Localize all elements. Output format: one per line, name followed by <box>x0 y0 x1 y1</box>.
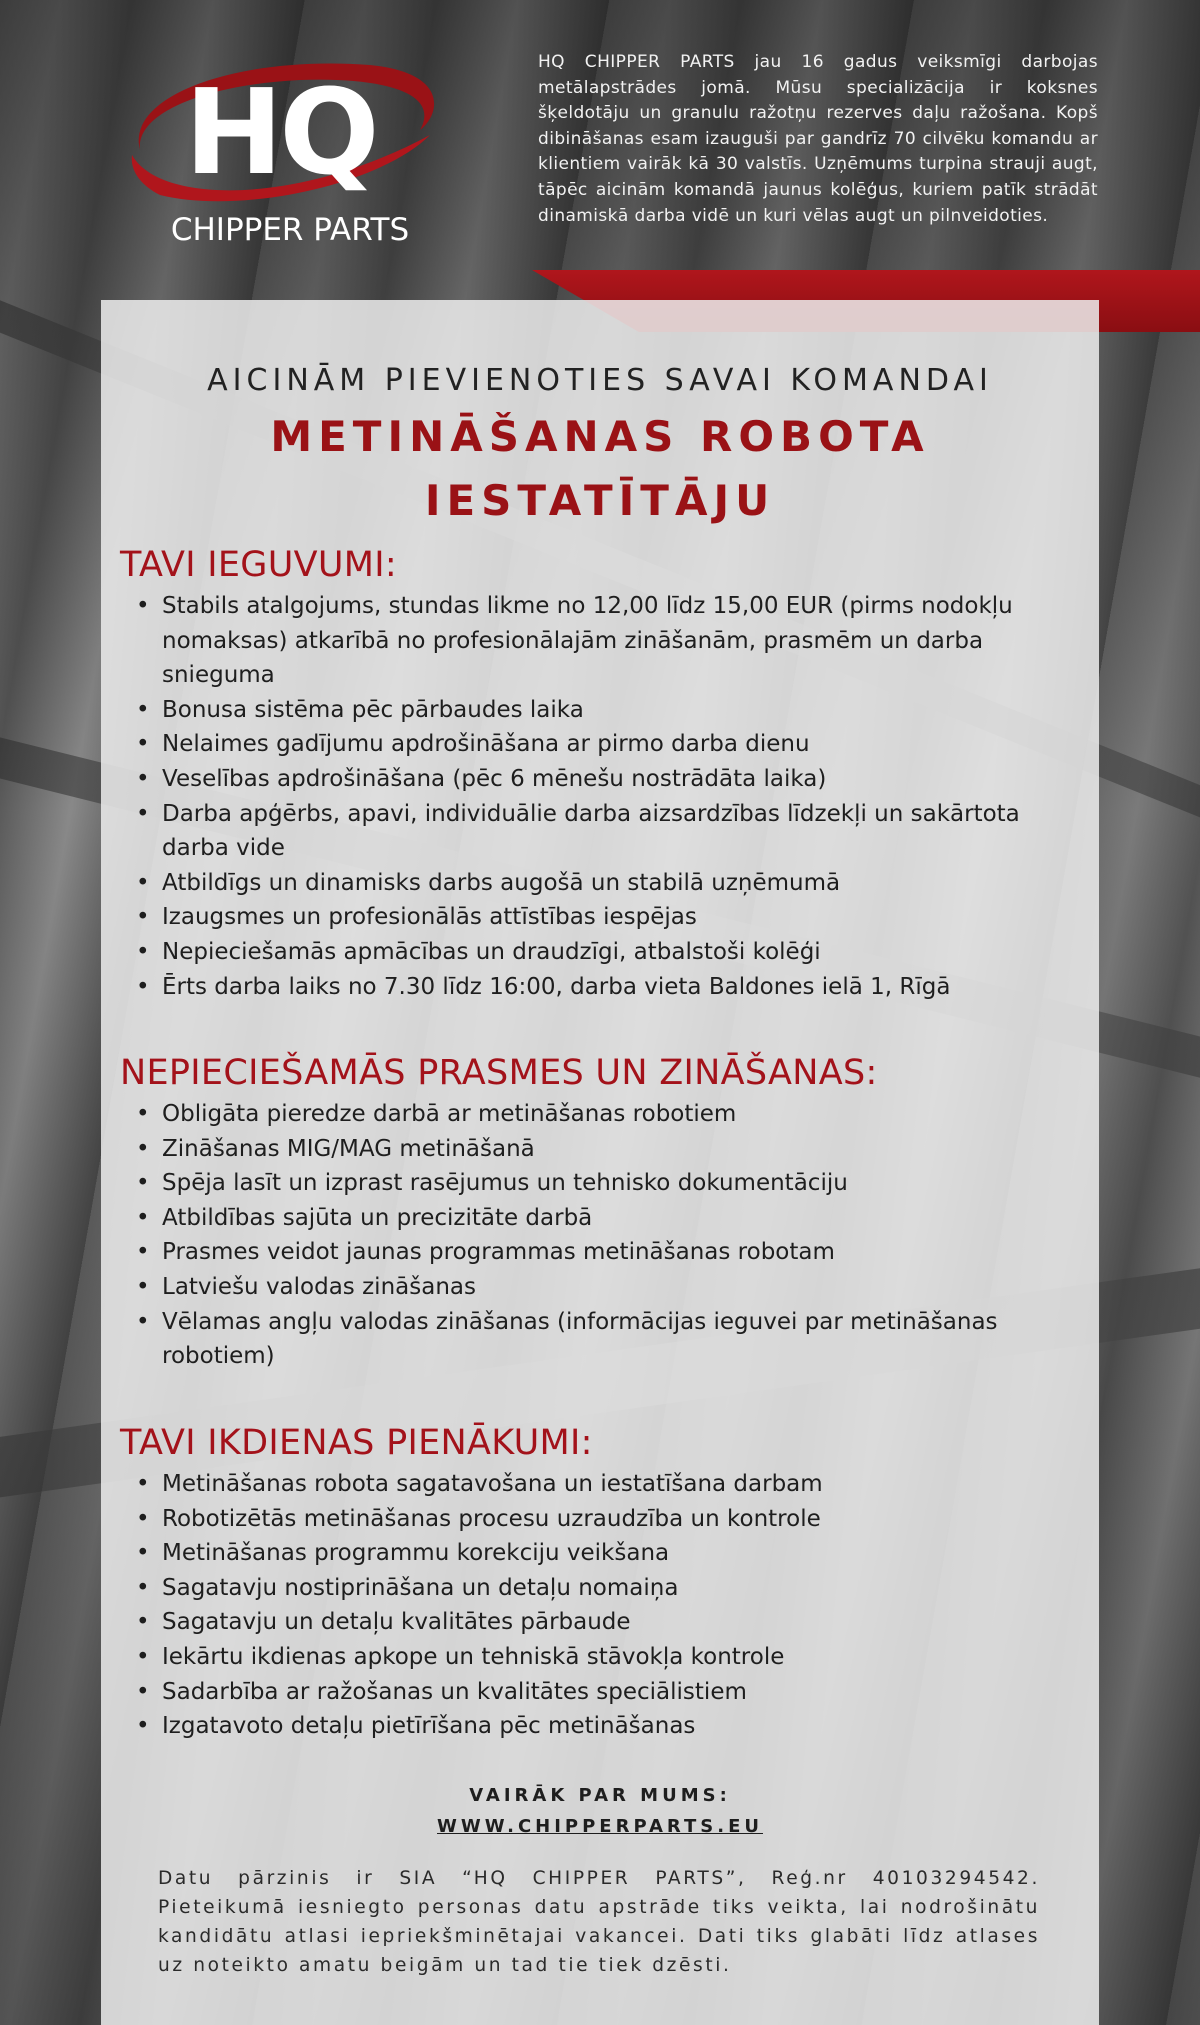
list-item: • Nelaimes gadījumu apdrošināšana ar pirmo darba dienu <box>162 727 1080 762</box>
list-item: • Iekārtu ikdienas apkope un tehniskā stāvokļa kontrole <box>162 1640 1080 1675</box>
list-item: • Robotizētās metināšanas procesu uzraudzība un kontrole <box>162 1502 1080 1537</box>
list-item: • Bonusa sistēma pēc pārbaudes laika <box>162 693 1080 728</box>
list-item: • Sagatavju nostiprināšana un detaļu nomaiņa <box>162 1571 1080 1606</box>
section-title: TAVI IKDIENAS PIENĀKUMI: <box>120 1423 593 1463</box>
list-item: • Sagatavju un detaļu kvalitātes pārbaude <box>162 1605 1080 1640</box>
list-item: • Veselības apdrošināšana (pēc 6 mēnešu nostrādāta laika) <box>162 762 1080 797</box>
skills-list <box>120 1097 1080 1374</box>
list-item: • Zināšanas MIG/MAG metināšanā <box>162 1132 1080 1167</box>
list-item: • Izaugsmes un profesionālās attīstības iespējas <box>162 900 1080 935</box>
logo-letters: HQ <box>184 63 376 201</box>
list-item: • Prasmes veidot jaunas programmas metināšanas robotam <box>162 1235 1080 1270</box>
logo-subtitle: CHIPPER PARTS <box>170 212 410 248</box>
list-item: • Metināšanas robota sagatavošana un iestatīšana darbam <box>162 1467 1080 1502</box>
section-title: TAVI IEGUVUMI: <box>120 545 398 585</box>
company-intro: HQ CHIPPER PARTS jau 16 gadus veiksmīgi darbojas metālapstrādes jomā. Mūsu specializācija ir koksnes šķeldotāju un granulu ražotņu rezerves daļu ražošana. Kopš dibināšanas esam izauguši par gandrīz 70 cilvēku komandu ar klientiem vairāk kā 30 valstīs. Uzņēmums turpina strauji augt, tāpēc aicinām komandā jaunus kolēģus, kuriem patīk strādāt dinamiskā darba vidē un kuri vēlas augt un pilnveidoties. <box>538 52 1098 226</box>
list-item: • Obligāta pieredze darbā ar metināšanas robotiem <box>162 1097 1080 1132</box>
job-title-line-2: IESTATĪTĀJU <box>424 476 776 525</box>
list-item: • Darba apģērbs, apavi, individuālie darba aizsardzības līdzekļi un sakārtota darba vide <box>162 797 1080 866</box>
list-item: • Latviešu valodas zināšanas <box>162 1270 1080 1305</box>
list-item: • Atbildības sajūta un precizitāte darbā <box>162 1201 1080 1236</box>
kicker-heading: AICINĀM PIEVIENOTIES SAVAI KOMANDAI <box>207 363 993 398</box>
more-about-us <box>101 1780 1099 1842</box>
list-item: • Atbildīgs un dinamisks darbs augošā un stabilā uzņēmumā <box>162 866 1080 901</box>
data-privacy-notice: Datu pārzinis ir SIA “HQ CHIPPER PARTS”, Reģ.nr 40103294542. Pieteikumā iesniegto personas datu apstrāde tiks veikta, lai nodrošinātu kandidātu atlasi iepriekšminētajai vakancei. Dati tiks glabāti līdz atlases uz noteikto amatu beigām un tad tie tiek dzēsti. <box>158 1868 1040 1976</box>
benefits-section <box>120 545 1080 1004</box>
duties-section <box>120 1423 1080 1744</box>
list-item: • Sadarbība ar ražošanas un kvalitātes speciālistiem <box>162 1675 1080 1710</box>
duties-list <box>120 1467 1080 1744</box>
website-link[interactable]: WWW.CHIPPERPARTS.EU <box>437 1816 763 1837</box>
benefits-list <box>120 589 1080 1004</box>
hq-chipper-parts-logo <box>120 55 460 255</box>
list-item: • Stabils atalgojums, stundas likme no 12,00 līdz 15,00 EUR (pirms nodokļu nomaksas) atkarībā no profesionālajām zināšanām, prasmēm un darba snieguma <box>162 589 1080 693</box>
skills-section <box>120 1053 1080 1374</box>
job-title <box>101 405 1099 533</box>
job-title-line-1: METINĀŠANAS ROBOTA <box>270 412 930 461</box>
list-item: • Izgatavoto detaļu pietīrīšana pēc metināšanas <box>162 1709 1080 1744</box>
list-item: • Ērts darba laiks no 7.30 līdz 16:00, darba vieta Baldones ielā 1, Rīgā <box>162 970 1080 1005</box>
list-item: • Nepieciešamās apmācības un draudzīgi, atbalstoši kolēģi <box>162 935 1080 970</box>
section-title: NEPIECIEŠAMĀS PRASMES UN ZINĀŠANAS: <box>120 1053 878 1093</box>
more-label: VAIRĀK PAR MUMS: <box>469 1785 731 1806</box>
list-item: • Spēja lasīt un izprast rasējumus un tehnisko dokumentāciju <box>162 1166 1080 1201</box>
list-item: • Metināšanas programmu korekciju veikšana <box>162 1536 1080 1571</box>
list-item: • Vēlamas angļu valodas zināšanas (informācijas ieguvei par metināšanas robotiem) <box>162 1305 1080 1374</box>
